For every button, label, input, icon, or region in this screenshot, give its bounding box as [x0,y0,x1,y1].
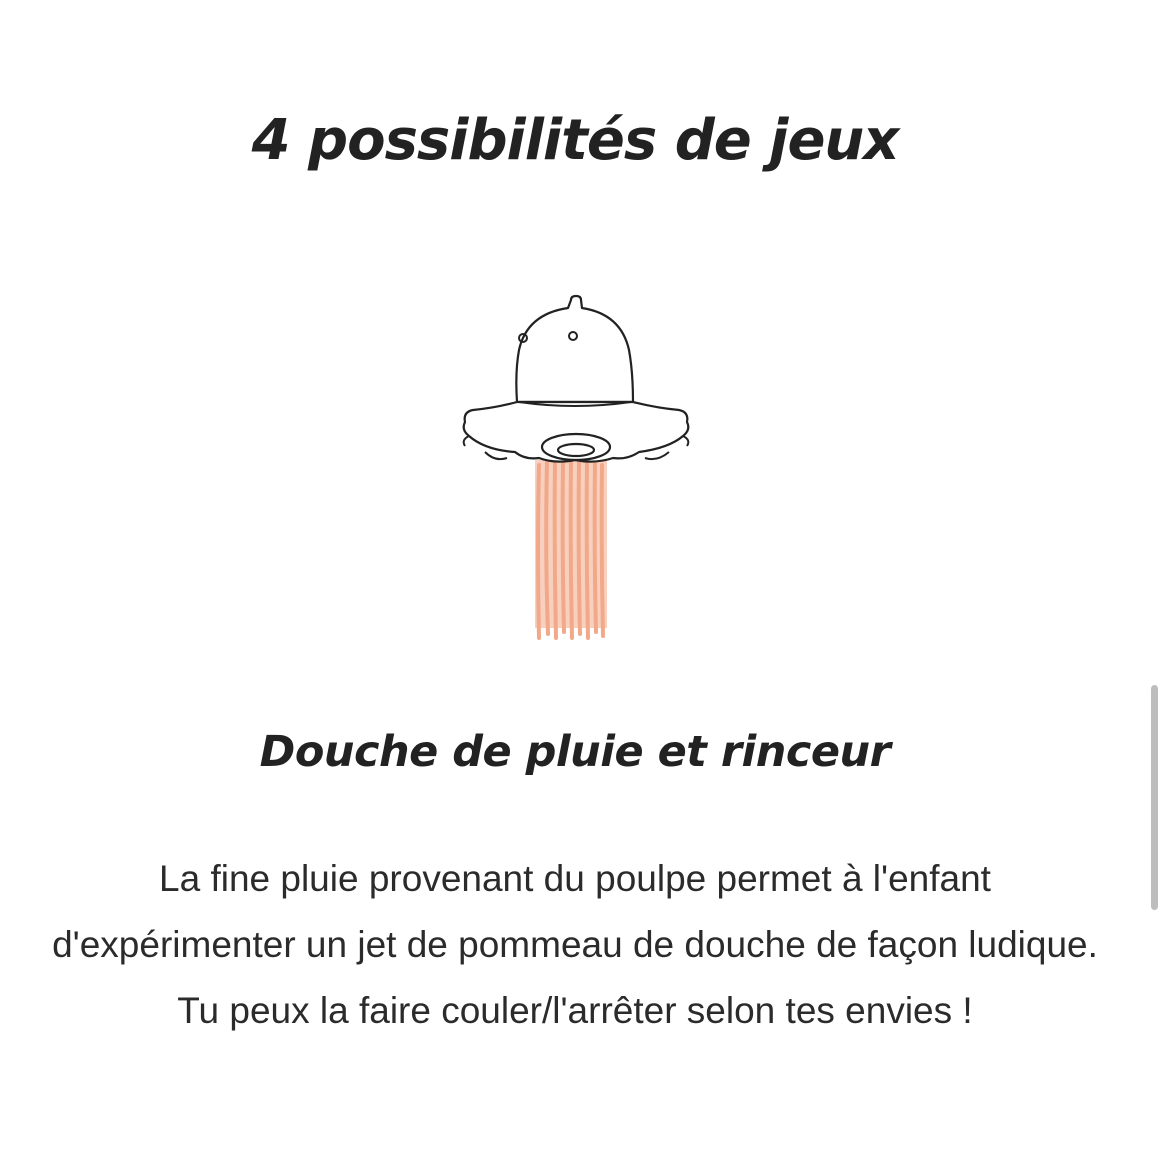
feature-description: La fine pluie provenant du poulpe permet à l'enfant d'expérimenter un jet de pommeau de douche de façon ludique. Tu peux la faire couler/l'arrêter selon tes envies ! [52,858,1098,1031]
scrollbar[interactable] [1151,685,1158,910]
octopus-shower-icon [455,290,700,650]
page-title: 4 possibilités de jeux [251,108,899,173]
section-heading: Douche de pluie et rinceur [259,727,891,777]
